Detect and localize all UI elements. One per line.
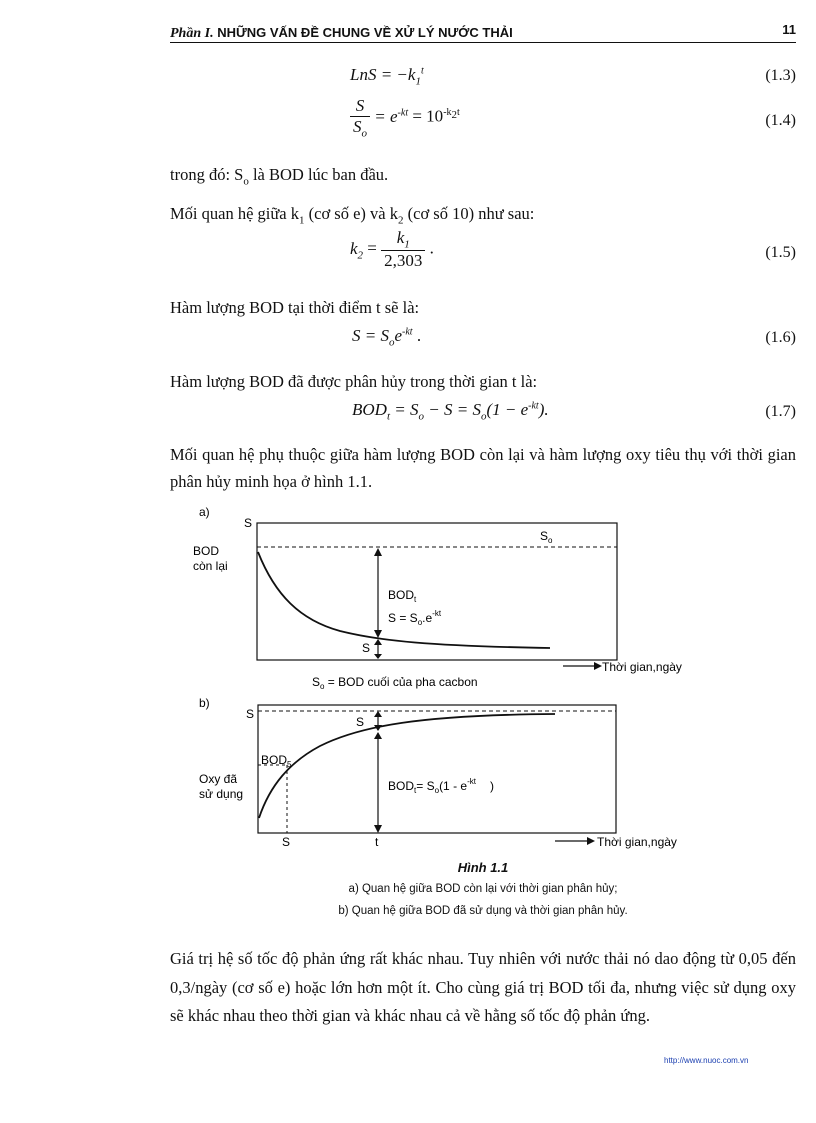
arrowhead [374, 732, 382, 739]
arrowhead [374, 639, 382, 645]
panel-b-s-label: S [356, 715, 365, 729]
page-number: 11 [782, 22, 796, 37]
arrowhead [374, 630, 382, 638]
paragraph-so-definition: trong đó: $S_o$ là BOD lúc ban đầu. [170, 165, 389, 188]
equation-1-3: LnS = $-k_1^t$ [350, 65, 424, 88]
equation-number: (1.5) [765, 244, 796, 261]
panel-a-frame [257, 523, 617, 660]
chapter-title: Phần I. NHỮNG VẤN ĐỀ CHUNG VỀ XỬ LÝ NƯỚC THẢI [170, 25, 513, 41]
panel-a-ylabel-1: BOD [193, 544, 220, 558]
panel-a-note: $S_o$ = BOD cuối của pha cacbon [312, 675, 478, 691]
paragraph-bod-decomposed: Hàm lượng BOD đã được phân hủy trong thời gian t là: [170, 372, 538, 391]
equation-1-5: $k_2$ = $\frac{k_1}{2,303}$ . [350, 228, 434, 271]
arrowhead [374, 548, 382, 556]
panel-b-frame [258, 705, 616, 833]
equation-1-6: $S = S_oe^{-kt}$ . [352, 326, 422, 349]
panel-a-formula: $S = S_o.e^{-kt}$ [388, 609, 442, 627]
paragraph-k-relation: Mối quan hệ giữa $k_1$ (cơ số e) và $k_2$ (cơ số 10) như sau: [170, 204, 535, 227]
panel-a-so-label: $S_o$ [540, 529, 553, 545]
arrowhead [594, 662, 602, 670]
equation-1-4: $\frac{S}{S_o}$ = $e^{-kt} = 10^{-k_2t}$ [350, 96, 460, 139]
panel-b-ylabel-1: Oxy đã [199, 772, 238, 786]
figure-1-1 [0, 500, 816, 860]
equation-number: (1.6) [765, 329, 796, 346]
panel-a-ylabel-2: còn lại [193, 559, 228, 573]
footer-url[interactable]: http://www.nuoc.com.vn [664, 1056, 749, 1065]
panel-b-bod5-label: $BOD_5$ [261, 753, 292, 769]
panel-b-ylabel-2: sử dụng [199, 787, 244, 801]
paragraph-bod-at-t: Hàm lượng BOD tại thời điểm t sẽ là: [170, 298, 420, 317]
arrowhead [374, 654, 382, 659]
panel-a-tag: a) [199, 505, 210, 519]
figure-caption-title: Hình 1.1 [457, 860, 509, 875]
panel-a-xlabel: Thời gian,ngày [602, 660, 682, 674]
equation-1-7: $BOD_t = S_o - S = S_o(1 - e^{-kt})$. [352, 400, 549, 423]
equation-number: (1.4) [765, 112, 796, 129]
arrowhead [374, 825, 382, 833]
arrowhead [587, 837, 595, 845]
equation-number: (1.3) [765, 67, 796, 84]
panel-b-s-axis: S [246, 707, 255, 721]
panel-b-x-t: t [375, 835, 379, 849]
paragraph-rate-constant: Giá trị hệ số tốc độ phản ứng rất khác nhau. Tuy nhiên với nước thải nó dao động từ 0,05 đến 0,3/ngày (cơ số e) hoặc lớn hơn một ít. Cho cùng giá trị BOD tối đa, nhưng việc sử dụng oxy sẽ khác nhau theo thời gian và khác nhau cả về hằng số tốc độ phản ứng. [170, 949, 796, 1025]
panel-b-xlabel: Thời gian,ngày [597, 835, 677, 849]
figure-caption-a: a) Quan hệ giữa BOD còn lại với thời gian phân hủy; [348, 883, 618, 895]
panel-b-oxygen-curve [259, 714, 555, 818]
panel-a-s-axis: S [244, 516, 253, 530]
equation-number: (1.7) [765, 403, 796, 420]
panel-b-x-s: S [282, 835, 291, 849]
panel-b-formula: $BOD_t= S_o(1 - e^{-kt}$ ) [388, 777, 494, 795]
paragraph-figure-intro: Mối quan hệ phụ thuộc giữa hàm lượng BOD còn lại và hàm lượng oxy tiêu thụ với thời gian phân hủy minh họa ở hình 1.1. [170, 445, 796, 491]
panel-a-bodt-label: $BOD_t$ [388, 588, 417, 604]
panel-b-tag: b) [199, 696, 210, 710]
arrowhead [374, 711, 382, 717]
figure-caption-b: b) Quan hệ giữa BOD đã sử dụng và thời gian phân hủy. [338, 905, 628, 917]
running-header [170, 22, 796, 43]
panel-a-s-label: S [362, 641, 371, 655]
